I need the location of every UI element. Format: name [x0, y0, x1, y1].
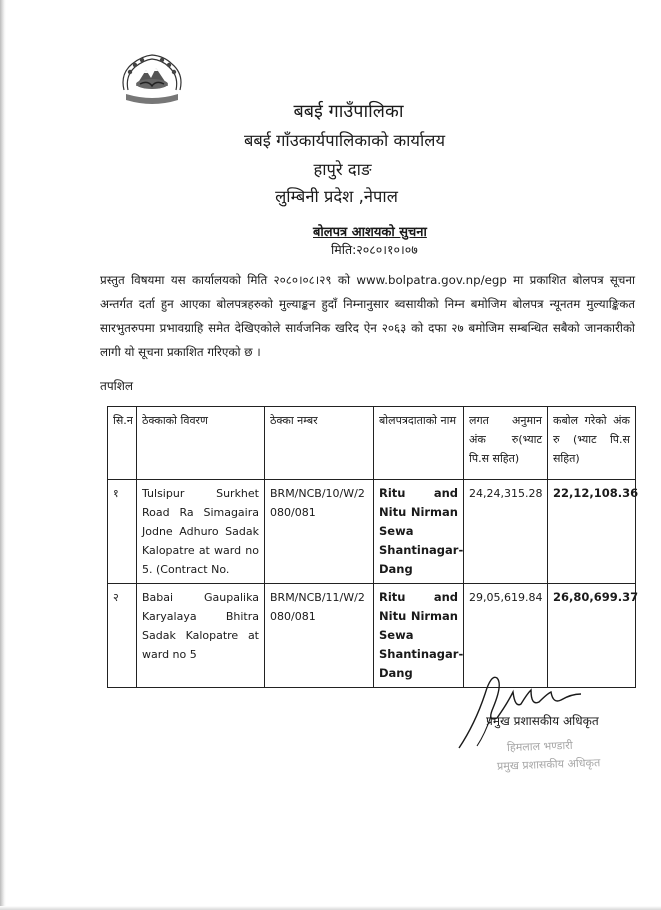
row-estimate: 29,05,619.84 [464, 584, 548, 688]
row-contract-no: BRM/NCB/11/W/2 080/081 [265, 584, 374, 688]
header-accepted: कबोल गरेको अंक रु (भ्याट पि.स सहित) [548, 407, 636, 480]
notice-title: बोलपत्र आशयको सुचना [313, 225, 427, 240]
header-contract-no: ठेक्का नम्बर [265, 407, 374, 480]
municipality-name: बबई गाउँपालिका [293, 101, 404, 122]
row-bidder: Ritu and Nitu Nirman Sewa Shantinagar-Dang [374, 584, 464, 688]
row-estimate: 24,24,315.28 [464, 480, 548, 584]
row-bidder: Ritu and Nitu Nirman Sewa Shantinagar-Dang [374, 480, 464, 584]
office-name: बबई गाँउकार्यपालिकाको कार्यालय [243, 131, 446, 150]
bid-table [107, 406, 639, 688]
stamp-name: हिमलाल भण्डारी [506, 738, 573, 755]
stamp-title: प्रमुख प्रशासकीय अधिकृत [496, 756, 601, 773]
row-accepted: 26,80,699.37 [548, 584, 636, 688]
row-description: Babai Gaupalika Karyalaya Bhitra Sadak Kalopatre at ward no 5 [137, 584, 265, 688]
row-sn: १ [108, 480, 137, 584]
header-description: ठेक्काको विवरण [137, 407, 265, 480]
row-sn: २ [108, 584, 137, 688]
office-location: हापुरे दाङ [313, 160, 372, 179]
details-label: तपशिल [100, 379, 134, 393]
row-description: Tulsipur Surkhet Road Ra Simagaira Jodne Adhuro Sadak Kalopatre at ward no 5. (Contract No. [137, 480, 265, 584]
table-row [108, 480, 636, 584]
header-bidder: बोलपत्रदाताको नाम [374, 407, 464, 480]
table-header-row [108, 407, 636, 480]
header-estimate: लगत अनुमान अंक रु(भ्याट पि.स सहित) [464, 407, 548, 480]
notice-body: प्रस्तुत विषयमा यस कार्यालयको मिति २०८०।०८।२९ को www.bolpatra.gov.np/egp मा प्रकाशित बोलपत्र सूचना अन्तर्गत दर्ता हुन आएका बोलपत्रहरुको मुल्याङ्कन हुदाँ निम्नानुसार ब्वसायीको निम्न बमोजिम बोलपत्र न्यूनतम मुल्याङ्किकत सारभुतरुपमा प्रभावग्राहि समेत देखिएकोले सार्वजनिक खरिद ऐन २०६३ को दफा २७ बमोजिम सम्बन्धित सबैको जानकारीको लागी यो सूचना प्रकाशित गरिएको छ । [100, 273, 635, 359]
header-sn: सि.न [108, 407, 137, 480]
row-contract-no: BRM/NCB/10/W/2 080/081 [265, 480, 374, 584]
row-accepted: 22,12,108.36 [548, 480, 636, 584]
scan-bottom-shadow [0, 906, 661, 910]
notice-date: मिति:२०८०।१०।०७ [331, 242, 418, 257]
signatory-title: प्रमुख प्रशासकीय अधिकृत [486, 714, 599, 728]
province-country: लुम्बिनी प्रदेश ,नेपाल [275, 187, 398, 206]
